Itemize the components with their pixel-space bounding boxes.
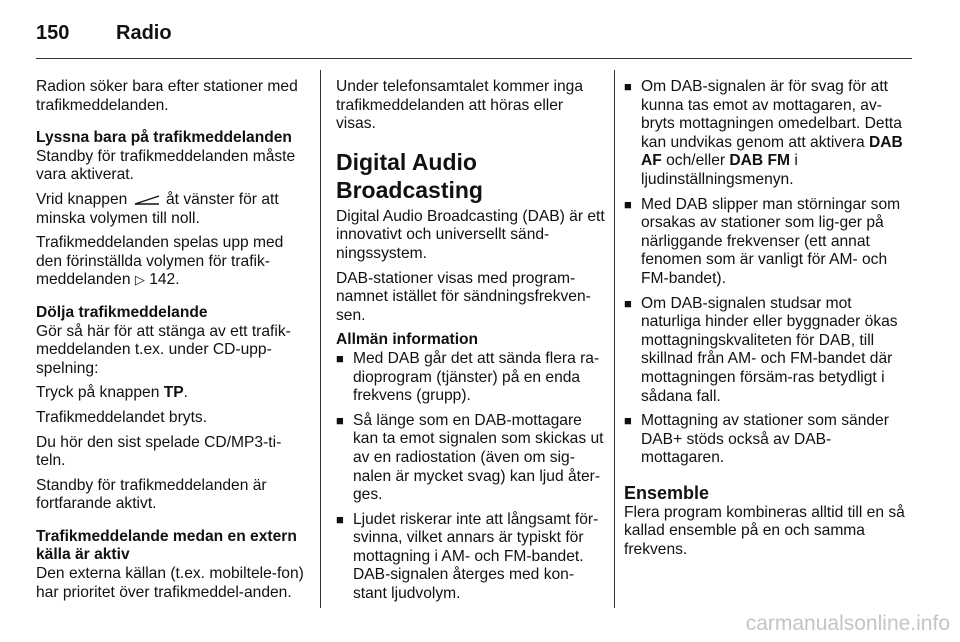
paragraph: Under telefonsamtalet kommer inga trafikmeddelanden att höras eller visas. xyxy=(336,78,584,133)
page-reference[interactable]: 142. xyxy=(149,271,180,289)
paragraph: Vrid knappen åt vänster för att minska volymen till noll. xyxy=(36,190,279,227)
paragraph: Trafikmeddelanden spelas upp med den förinställda volymen för trafik-meddelanden ▷ 142. xyxy=(36,234,284,289)
paragraph: Gör så här för att stänga av ett trafik-meddelanden t.ex. under CD-upp-spelning: xyxy=(36,322,291,377)
paragraph: Digital Audio Broadcasting (DAB) är ett innovativt och universellt sänd-ningssystem. xyxy=(336,207,605,262)
paragraph: DAB-stationer visas med program-namnet istället för sändningsfrekven-sen. xyxy=(336,269,591,324)
column-1 xyxy=(36,78,306,608)
section-heading-ensemble: Ensemble xyxy=(624,482,710,503)
paragraph: Tryck på knappen TP. xyxy=(36,384,188,402)
list-item: ■ Med DAB går det att sända flera ra-dioprogram (tjänster) på en enda frekvens (grupp). xyxy=(336,350,606,406)
paragraph: Trafikmeddelandet bryts. xyxy=(36,408,208,426)
subheading-external-source: Trafikmeddelande medan en extern källa är aktiv xyxy=(36,527,297,564)
paragraph: Flera program kombineras alltid till en så kallad ensemble på en och samma frekvens. xyxy=(624,503,905,559)
paragraph: Standby för trafikmeddelanden är fortfarande aktivt. xyxy=(36,476,267,513)
page-reference-icon: ▷ xyxy=(134,272,145,288)
list-item: ■ Med DAB slipper man störningar som orsakas av stationer som lig-ger på närliggande frekvenser (ett annat fenomen som är vanligt för AM- och FM-bandet). xyxy=(624,196,909,289)
column-divider-1 xyxy=(320,70,321,608)
subheading-hide-traffic: Dölja trafikmeddelande xyxy=(36,303,208,321)
paragraph: Den externa källan (t.ex. mobiltele-fon) har prioritet över trafikmeddel-anden. xyxy=(36,565,304,601)
list-item: ■ Så länge som en DAB-mottagare kan ta emot signalen som skickas ut av en radiostation (även om sig-nalen är mycket svag) kan ljud åter-ges. xyxy=(336,412,606,505)
header-divider xyxy=(36,58,912,59)
paragraph: Standby för trafikmeddelanden måste vara aktiverat. xyxy=(36,147,296,184)
bullet-list xyxy=(624,78,909,468)
paragraph: Du hör den sist spelade CD/MP3-ti-teln. xyxy=(36,433,282,470)
column-divider-2 xyxy=(614,70,615,608)
section-heading-dab: Digital Audio Broadcasting xyxy=(336,148,483,203)
list-item: ■ Om DAB-signalen är för svag för att kunna tas emot av mottagaren, av-bryts mottagningen omedelbart. Detta kan undvikas genom att aktivera DAB AF och/eller DAB FM i ljudinställningsmenyn. xyxy=(624,78,909,190)
column-2 xyxy=(336,78,606,610)
list-item: ■ Mottagning av stationer som sänder DAB+ stöds också av DAB-mottagaren. xyxy=(624,412,909,468)
tp-key-label: TP xyxy=(163,384,184,402)
list-item: ■ Ljudet riskerar inte att långsamt för-svinna, vilket annars är typiskt för mottagning i AM- och FM-bandet. DAB-signalen återges med kon-stant ljudvolym. xyxy=(336,511,606,604)
bullet-list xyxy=(336,350,606,604)
list-item: ■ Om DAB-signalen studsar mot naturliga hinder eller byggnader ökas mottagningskvaliteten för DAB, till skillnad från AM- och FM-bandet där mottagningen försäm-ras betydligt i sådana fall. xyxy=(624,295,909,407)
subheading-general-info: Allmän information xyxy=(336,331,479,349)
volume-knob-icon xyxy=(132,194,162,206)
intro-paragraph: Radion söker bara efter stationer med trafikmeddelanden. xyxy=(36,78,298,114)
watermark: carmanualsonline.info xyxy=(745,612,950,635)
page-title: Radio xyxy=(116,21,172,44)
page-header xyxy=(36,18,172,48)
dab-fm-label: DAB FM xyxy=(729,152,791,170)
dab-af-label: DAB AF xyxy=(641,133,903,170)
column-3 xyxy=(624,78,909,566)
page-number: 150 xyxy=(36,21,70,44)
subheading-traffic-only: Lyssna bara på trafikmeddelanden xyxy=(36,129,292,147)
